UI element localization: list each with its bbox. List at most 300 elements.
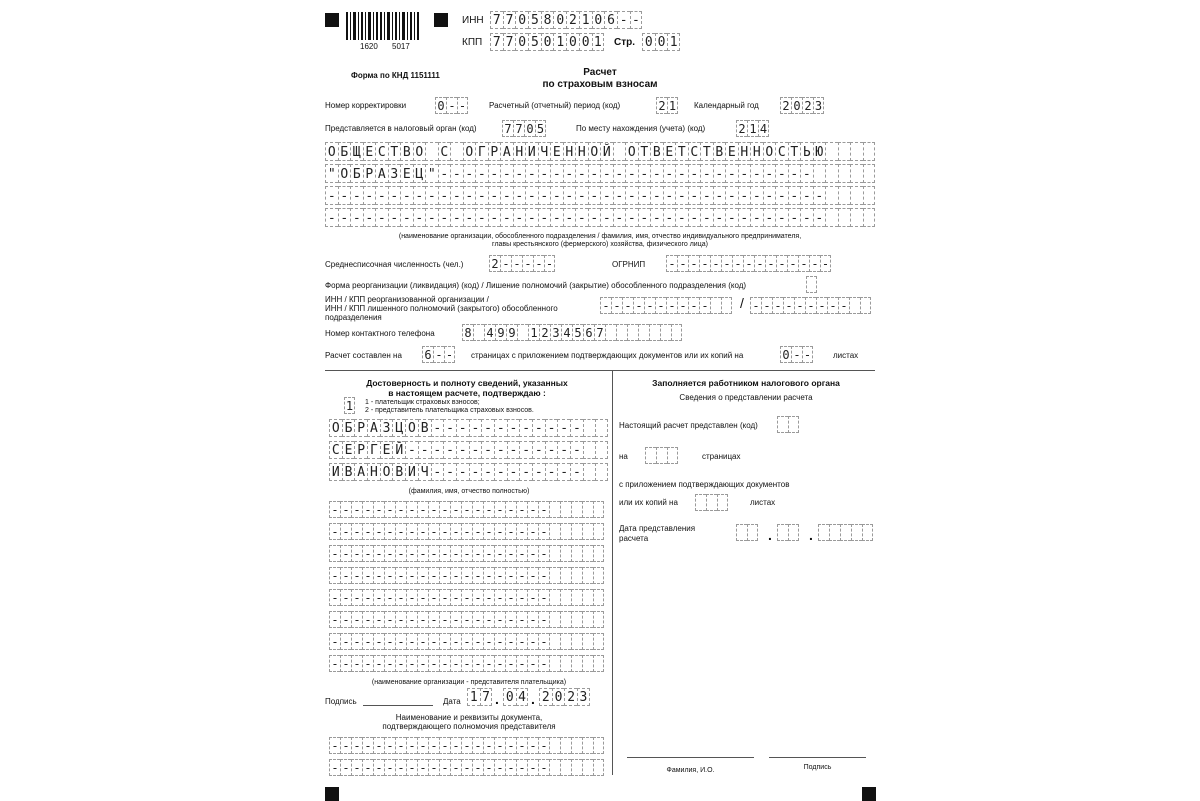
char-cell: -: [406, 501, 417, 518]
submission-date-dot-1: .: [768, 527, 772, 543]
org-name-line-1: [325, 142, 875, 161]
char-cell: -: [439, 523, 450, 540]
char-cell: [710, 297, 721, 314]
char-cell: -: [688, 186, 701, 205]
char-cell: -: [456, 419, 469, 437]
char-cell: -: [431, 419, 444, 437]
org-name-line-3: [325, 186, 875, 205]
char-cell: -: [505, 589, 516, 606]
char-cell: -: [431, 463, 444, 481]
char-cell: -: [516, 655, 527, 672]
officer-sign-line: [769, 757, 866, 758]
char-cell: -: [329, 633, 340, 650]
char-cell: 1: [667, 33, 680, 51]
char-cell: Б: [342, 419, 355, 437]
char-cell: -: [575, 186, 588, 205]
char-cell: -: [472, 759, 483, 776]
char-cell: [660, 324, 671, 341]
rep-org-row-3: [329, 545, 604, 562]
char-cell: [595, 419, 608, 437]
char-cell: -: [617, 11, 630, 29]
char-cell: -: [483, 523, 494, 540]
char-cell: -: [630, 11, 643, 29]
date-dot-2: .: [531, 691, 535, 707]
char-cell: -: [428, 589, 439, 606]
char-cell: 6: [604, 11, 617, 29]
right-sheets-label: листах: [750, 498, 776, 507]
char-cell: В: [400, 142, 413, 161]
char-cell: О: [625, 142, 638, 161]
char-cell: А: [367, 419, 380, 437]
char-cell: Р: [354, 441, 367, 459]
char-cell: -: [384, 633, 395, 650]
char-cell: -: [425, 208, 438, 227]
char-cell: -: [494, 759, 505, 776]
char-cell: [656, 447, 667, 464]
form-subtitle: по страховым взносам: [542, 79, 658, 90]
char-cell: [736, 524, 747, 541]
char-cell: [863, 186, 876, 205]
doc-row-1: [329, 737, 604, 754]
char-cell: -: [340, 501, 351, 518]
char-cell: -: [538, 545, 549, 562]
char-cell: -: [494, 419, 507, 437]
char-cell: 7: [502, 120, 513, 137]
char-cell: -: [461, 523, 472, 540]
char-cell: -: [743, 255, 754, 272]
pages-cells: [422, 346, 455, 363]
char-cell: [788, 416, 799, 433]
char-cell: -: [439, 611, 450, 628]
char-cell: -: [375, 208, 388, 227]
char-cell: -: [575, 208, 588, 227]
char-cell: -: [688, 208, 701, 227]
char-cell: -: [463, 208, 476, 227]
char-cell: [560, 759, 571, 776]
submitted-code-cells: [777, 416, 799, 433]
char-cell: -: [329, 545, 340, 562]
char-cell: -: [483, 545, 494, 562]
char-cell: О: [338, 164, 351, 183]
char-cell: 8: [462, 324, 473, 341]
char-cell: Ц: [413, 164, 426, 183]
char-cell: [549, 759, 560, 776]
char-cell: -: [600, 164, 613, 183]
char-cell: -: [775, 164, 788, 183]
char-cell: -: [395, 545, 406, 562]
char-cell: -: [362, 501, 373, 518]
char-cell: [825, 142, 838, 161]
right-sheets-cells: [695, 494, 728, 511]
char-cell: -: [625, 186, 638, 205]
char-cell: 0: [515, 33, 528, 51]
char-cell: 2: [802, 97, 813, 114]
char-cell: -: [340, 523, 351, 540]
char-cell: [818, 524, 829, 541]
char-cell: -: [791, 346, 802, 363]
char-cell: -: [461, 545, 472, 562]
char-cell: -: [388, 208, 401, 227]
char-cell: -: [362, 611, 373, 628]
char-cell: -: [362, 523, 373, 540]
char-cell: [838, 164, 851, 183]
char-cell: -: [633, 297, 644, 314]
char-cell: -: [750, 164, 763, 183]
char-cell: -: [816, 297, 827, 314]
char-cell: [560, 633, 571, 650]
char-cell: -: [483, 589, 494, 606]
char-cell: 2: [780, 97, 791, 114]
char-cell: В: [392, 463, 405, 481]
char-cell: 1: [345, 399, 354, 413]
char-cell: [560, 523, 571, 540]
char-cell: -: [763, 164, 776, 183]
char-cell: -: [505, 737, 516, 754]
char-cell: -: [761, 297, 772, 314]
char-cell: -: [507, 463, 520, 481]
char-cell: Е: [400, 164, 413, 183]
char-cell: Р: [488, 142, 501, 161]
char-cell: -: [688, 255, 699, 272]
char-cell: [593, 545, 604, 562]
char-cell: -: [439, 589, 450, 606]
reorg-inn-label-1: ИНН / КПП реорганизованной организации /: [325, 295, 489, 304]
char-cell: -: [373, 523, 384, 540]
char-cell: Т: [788, 142, 801, 161]
char-cell: -: [675, 164, 688, 183]
char-cell: -: [351, 523, 362, 540]
char-cell: Г: [367, 441, 380, 459]
right-attach-line-1: с приложением подтверждающих документов: [619, 480, 790, 489]
char-cell: -: [450, 208, 463, 227]
char-cell: -: [456, 463, 469, 481]
char-cell: [695, 494, 706, 511]
rep-org-row-8: [329, 655, 604, 672]
char-cell: -: [472, 545, 483, 562]
first-name-cells: [329, 441, 608, 459]
char-cell: [593, 633, 604, 650]
on-label: на: [619, 452, 628, 461]
char-cell: -: [325, 208, 338, 227]
char-cell: 4: [484, 324, 495, 341]
char-cell: -: [538, 164, 551, 183]
char-cell: -: [363, 186, 376, 205]
char-cell: -: [732, 255, 743, 272]
char-cell: -: [373, 501, 384, 518]
char-cell: -: [375, 186, 388, 205]
char-cell: -: [638, 186, 651, 205]
char-cell: Щ: [350, 142, 363, 161]
attach-label: страницах с приложением подтверждающих документов или их копий на: [471, 351, 744, 360]
char-cell: 4: [759, 122, 768, 136]
char-cell: -: [428, 633, 439, 650]
ogrnip-cells: [666, 255, 831, 272]
char-cell: -: [650, 164, 663, 183]
char-cell: -: [788, 208, 801, 227]
char-cell: -: [395, 655, 406, 672]
char-cell: 7: [490, 11, 503, 29]
char-cell: [838, 208, 851, 227]
char-cell: -: [516, 633, 527, 650]
char-cell: Б: [338, 142, 351, 161]
char-cell: -: [538, 567, 549, 584]
char-cell: -: [721, 255, 732, 272]
char-cell: -: [783, 297, 794, 314]
char-cell: -: [638, 208, 651, 227]
char-cell: [706, 494, 717, 511]
submission-date-label-1: Дата представления: [619, 524, 696, 533]
char-cell: [850, 142, 863, 161]
char-cell: [582, 759, 593, 776]
char-cell: [813, 164, 826, 183]
char-cell: -: [428, 523, 439, 540]
char-cell: -: [505, 567, 516, 584]
char-cell: -: [405, 441, 418, 459]
char-cell: -: [373, 567, 384, 584]
char-cell: [593, 523, 604, 540]
char-cell: [605, 324, 616, 341]
char-cell: В: [713, 142, 726, 161]
correction-cells: [435, 97, 468, 114]
org-caption-2: главы крестьянского (фермерского) хозяйства, физического лица): [492, 241, 708, 248]
char-cell: [549, 545, 560, 562]
char-cell: [838, 142, 851, 161]
char-cell: -: [373, 655, 384, 672]
char-cell: 1: [668, 99, 677, 113]
reorg-inn-label-3: подразделения: [325, 313, 382, 322]
char-cell: -: [507, 419, 520, 437]
submission-month-cells: [777, 524, 799, 541]
char-cell: -: [438, 186, 451, 205]
char-cell: -: [563, 208, 576, 227]
char-cell: -: [413, 208, 426, 227]
char-cell: -: [472, 501, 483, 518]
char-cell: -: [500, 255, 511, 272]
char-cell: 1: [579, 11, 592, 29]
char-cell: -: [329, 759, 340, 776]
char-cell: -: [663, 186, 676, 205]
char-cell: -: [516, 523, 527, 540]
char-cell: -: [439, 501, 450, 518]
char-cell: -: [456, 441, 469, 459]
char-cell: -: [775, 186, 788, 205]
char-cell: 0: [791, 97, 802, 114]
char-cell: [560, 737, 571, 754]
char-cell: -: [351, 589, 362, 606]
char-cell: -: [362, 655, 373, 672]
char-cell: -: [362, 545, 373, 562]
char-cell: -: [570, 419, 583, 437]
char-cell: -: [613, 186, 626, 205]
char-cell: -: [505, 633, 516, 650]
period-label: Расчетный (отчетный) период (код): [489, 101, 621, 110]
char-cell: Ч: [418, 463, 431, 481]
char-cell: -: [431, 441, 444, 459]
char-cell: [829, 524, 840, 541]
char-cell: -: [406, 633, 417, 650]
char-cell: 5: [528, 33, 541, 51]
char-cell: -: [406, 655, 417, 672]
char-cell: З: [380, 419, 393, 437]
char-cell: -: [516, 611, 527, 628]
char-cell: -: [351, 567, 362, 584]
char-cell: -: [433, 346, 444, 363]
rep-org-row-6: [329, 611, 604, 628]
char-cell: -: [351, 633, 362, 650]
char-cell: -: [384, 737, 395, 754]
char-cell: 2: [736, 120, 747, 137]
char-cell: -: [538, 759, 549, 776]
char-cell: -: [438, 208, 451, 227]
char-cell: -: [351, 759, 362, 776]
char-cell: [593, 589, 604, 606]
char-cell: [862, 524, 873, 541]
rep-org-row-1: [329, 501, 604, 518]
char-cell: -: [675, 208, 688, 227]
char-cell: -: [469, 441, 482, 459]
char-cell: 2: [539, 688, 552, 706]
char-cell: Ь: [800, 142, 813, 161]
char-cell: -: [527, 737, 538, 754]
char-cell: -: [362, 737, 373, 754]
char-cell: -: [805, 297, 816, 314]
rep-org-row-5: [329, 589, 604, 606]
char-cell: -: [538, 611, 549, 628]
char-cell: -: [362, 633, 373, 650]
location-label: По месту нахождения (учета) (код): [576, 124, 706, 133]
char-cell: -: [821, 257, 830, 271]
char-cell: В: [650, 142, 663, 161]
char-cell: -: [469, 463, 482, 481]
char-cell: -: [738, 164, 751, 183]
char-cell: [849, 297, 860, 314]
char-cell: А: [500, 142, 513, 161]
signer-option-1: 1 - плательщик страховых взносов;: [365, 399, 480, 406]
char-cell: [582, 501, 593, 518]
char-cell: 7: [513, 120, 524, 137]
char-cell: -: [384, 545, 395, 562]
char-cell: -: [666, 297, 677, 314]
char-cell: -: [533, 255, 544, 272]
char-cell: -: [475, 208, 488, 227]
char-cell: [671, 324, 682, 341]
officer-name-line: [627, 757, 754, 758]
patronymic-cells: [329, 463, 608, 481]
char-cell: -: [428, 611, 439, 628]
char-cell: -: [362, 567, 373, 584]
char-cell: -: [527, 611, 538, 628]
char-cell: 3: [814, 99, 823, 113]
char-cell: -: [400, 186, 413, 205]
char-cell: -: [505, 759, 516, 776]
char-cell: -: [675, 186, 688, 205]
char-cell: [593, 759, 604, 776]
char-cell: О: [763, 142, 776, 161]
char-cell: -: [469, 419, 482, 437]
char-cell: -: [613, 208, 626, 227]
char-cell: -: [525, 164, 538, 183]
char-cell: -: [776, 255, 787, 272]
char-cell: [717, 494, 728, 511]
char-cell: 0: [655, 33, 668, 51]
section-divider: [325, 370, 875, 371]
char-cell: -: [428, 655, 439, 672]
rep-org-row-7: [329, 633, 604, 650]
char-cell: -: [450, 737, 461, 754]
char-cell: [450, 142, 463, 161]
char-cell: 7: [503, 11, 516, 29]
submission-date-label-2: расчета: [619, 534, 649, 543]
char-cell: [425, 142, 438, 161]
page-number-cells: [642, 33, 680, 51]
char-cell: Н: [575, 142, 588, 161]
char-cell: -: [483, 655, 494, 672]
char-cell: 0: [552, 688, 565, 706]
char-cell: -: [458, 99, 467, 113]
char-cell: [850, 164, 863, 183]
char-cell: 5: [528, 11, 541, 29]
char-cell: -: [340, 737, 351, 754]
char-cell: -: [428, 737, 439, 754]
char-cell: -: [644, 297, 655, 314]
char-cell: -: [519, 419, 532, 437]
char-cell: 7: [490, 33, 503, 51]
char-cell: [549, 633, 560, 650]
confirm-heading-2: в настоящем расчете, подтверждаю :: [388, 388, 546, 398]
char-cell: -: [754, 255, 765, 272]
char-cell: -: [725, 208, 738, 227]
char-cell: -: [625, 164, 638, 183]
char-cell: -: [765, 255, 776, 272]
char-cell: -: [494, 501, 505, 518]
doc-heading-1: Наименование и реквизиты документа,: [395, 713, 543, 722]
char-cell: Е: [363, 142, 376, 161]
char-cell: [549, 737, 560, 754]
char-cell: -: [406, 589, 417, 606]
char-cell: -: [522, 255, 533, 272]
char-cell: -: [532, 441, 545, 459]
char-cell: -: [461, 611, 472, 628]
char-cell: -: [439, 655, 450, 672]
char-cell: -: [329, 589, 340, 606]
char-cell: -: [513, 164, 526, 183]
pages-label: Расчет составлен на: [325, 351, 402, 360]
char-cell: -: [494, 633, 505, 650]
char-cell: -: [513, 208, 526, 227]
char-cell: [582, 523, 593, 540]
char-cell: [593, 501, 604, 518]
char-cell: [549, 611, 560, 628]
char-cell: 1: [747, 120, 758, 137]
char-cell: -: [666, 255, 677, 272]
char-cell: -: [428, 545, 439, 562]
registration-mark-bottom-left: [325, 787, 339, 801]
char-cell: -: [395, 633, 406, 650]
char-cell: -: [395, 501, 406, 518]
char-cell: -: [373, 589, 384, 606]
char-cell: [777, 524, 788, 541]
char-cell: 0: [524, 120, 535, 137]
char-cell: -: [329, 611, 340, 628]
char-cell: -: [329, 501, 340, 518]
char-cell: -: [563, 164, 576, 183]
char-cell: -: [557, 419, 570, 437]
char-cell: -: [545, 419, 558, 437]
char-cell: 4: [561, 324, 572, 341]
char-cell: -: [417, 655, 428, 672]
char-cell: О: [463, 142, 476, 161]
char-cell: -: [699, 255, 710, 272]
